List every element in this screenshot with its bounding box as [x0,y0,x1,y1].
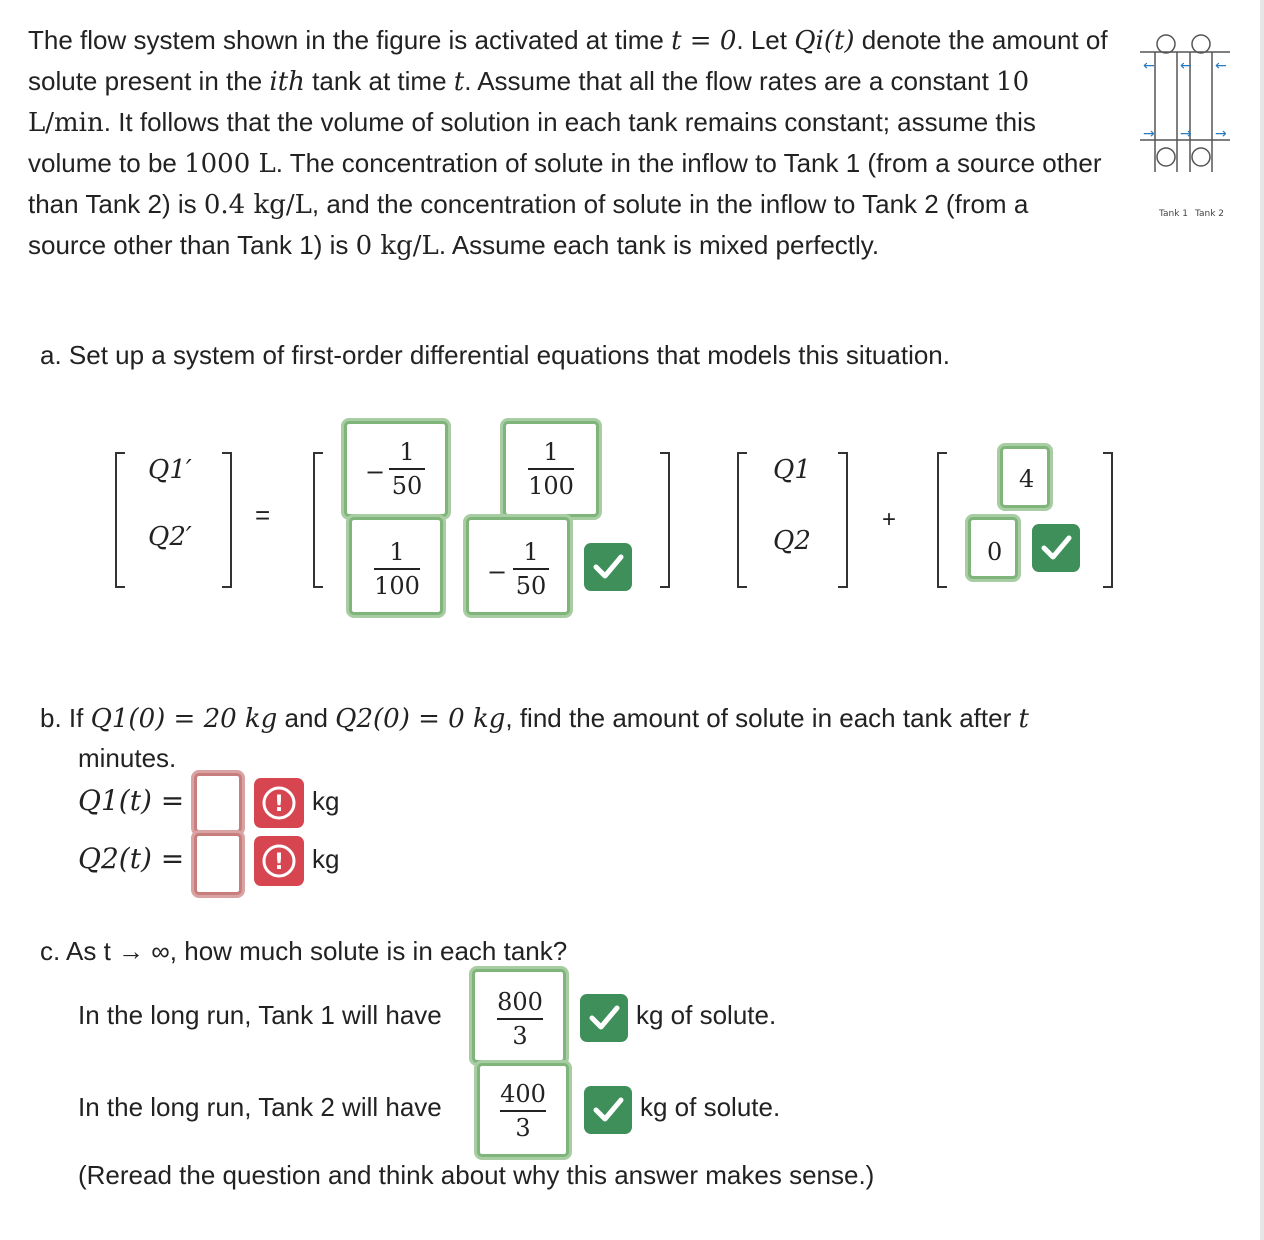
tank1-long-run-input[interactable]: 800 3 [469,966,569,1066]
tank1-unit-text: kg of solute. [636,1000,777,1030]
tank2-correct-check-icon [584,1086,632,1134]
lhs-q2-prime: Q2′ [148,522,192,552]
q2t-input[interactable] [191,830,245,898]
svg-text:←: ← [1215,58,1227,74]
svg-text:→: → [1143,126,1155,142]
lhs-right-bracket [222,452,232,588]
qvec-left-bracket [737,452,747,588]
cvec-right-bracket [1103,452,1113,588]
q2t-unit: kg [312,844,340,874]
svg-text:←: ← [1143,58,1155,74]
reread-note: (Reread the question and think about why this answer makes sense.) [78,1160,875,1190]
tank2-unit-text: kg of solute. [640,1092,781,1122]
lhs-q1-prime: Q1′ [148,455,192,485]
page-right-edge [1260,0,1264,1240]
cvec-left-bracket [937,452,947,588]
q2t-error-icon [254,836,304,886]
q1t-label: Q1(t) = [78,784,185,817]
svg-text:→: → [1215,126,1227,142]
svg-text:→: → [1180,126,1192,142]
tank-figure [1135,22,1235,222]
tank1-long-run-label: In the long run, Tank 1 will have [78,1000,442,1030]
q1t-error-icon [254,778,304,828]
problem-statement: The flow system shown in the figure is activated at time t = 0. Let Qi(t) denote the amount of solute present in the ith tank at time t. Assume that all the flow rates are a constant 10 L/min. It follows that the volume of solution in each tank remains constant; assume this volume to be 1000 L. The concentration of solute in the inflow to Tank 1 (from a source other than Tank 2) is 0.4 kg/L, and the concentration of solute in the inflow to Tank 2 (from a source other than Tank 1) is 0 kg/L. Assume each tank is mixed perfectly. [28,25,1108,261]
q2t-label: Q2(t) = [78,842,185,875]
matrix-correct-check-icon [584,543,632,591]
qvec-right-bracket [838,452,848,588]
matrix-a12-input[interactable]: 1 100 [500,418,602,520]
q1t-unit: kg [312,786,340,816]
tank1-label: Tank 1 [1159,209,1189,219]
part-b-minutes: minutes. [78,743,177,773]
equals-sign: = [255,500,271,530]
matrix-right-bracket [660,452,670,588]
matrix-a21-input[interactable]: 1 100 [346,514,446,618]
part-b-prompt: b. If Q1(0) = 20 kg and Q2(0) = 0 kg, find the amount of solute in each tank after t [40,703,1029,734]
q1t-input[interactable] [191,770,245,836]
vec-q2: Q2 [773,526,811,556]
svg-text:!: ! [273,850,285,875]
matrix-a22-input[interactable]: − 1 50 [463,514,573,618]
vec-q1: Q1 [773,455,811,485]
svg-text:!: ! [273,792,285,817]
vector-correct-check-icon [1032,524,1080,572]
tank1-correct-check-icon [580,994,628,1042]
matrix-a11-input[interactable]: − 1 50 [341,418,451,520]
vector-b2-input[interactable]: 0 [965,514,1021,582]
vector-b1-input[interactable]: 4 [997,443,1053,511]
plus-sign: + [882,506,897,533]
matrix-left-bracket [313,452,323,588]
part-a-prompt: a. Set up a system of first-order differential equations that models this situation. [40,340,950,370]
svg-text:←: ← [1180,58,1192,74]
tank2-label: Tank 2 [1195,209,1225,219]
part-c-prompt: c. As t → ∞, how much solute is in each tank? [40,936,568,966]
tank2-long-run-input[interactable]: 400 3 [474,1060,572,1160]
lhs-left-bracket [115,452,125,588]
tank2-long-run-label: In the long run, Tank 2 will have [78,1092,442,1122]
